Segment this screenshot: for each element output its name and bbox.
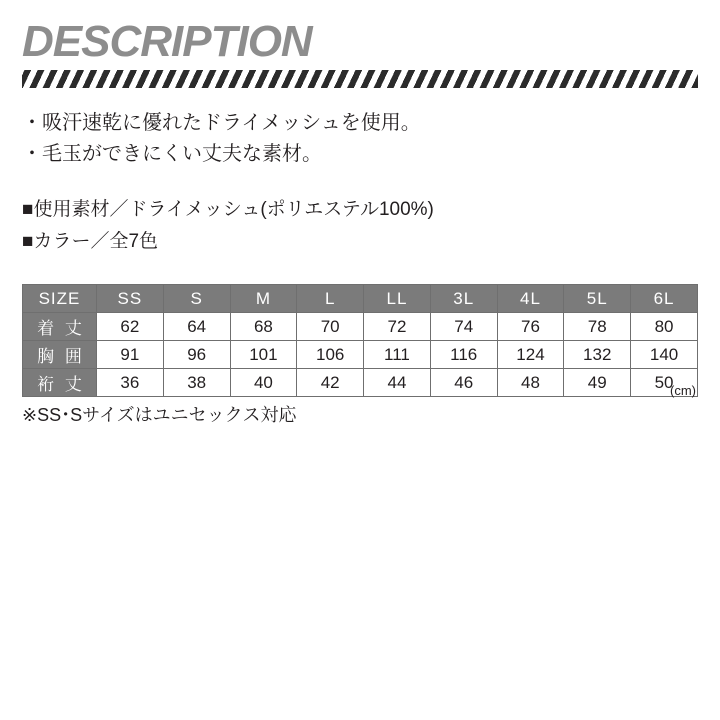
column-header: LL: [364, 285, 431, 313]
row-label: 着 丈: [23, 313, 97, 341]
table-cell: 116: [430, 341, 497, 369]
table-row: [23, 313, 698, 341]
row-label: 裄 丈: [23, 369, 97, 397]
column-header: S: [163, 285, 230, 313]
table-cell: 44: [364, 369, 431, 397]
table-cell: 106: [297, 341, 364, 369]
table-cell: 124: [497, 341, 564, 369]
table-cell: 70: [297, 313, 364, 341]
table-cell: 132: [564, 341, 631, 369]
table-cell: 68: [230, 313, 297, 341]
table-cell: 101: [230, 341, 297, 369]
table-cell: 111: [364, 341, 431, 369]
table-cell: 74: [430, 313, 497, 341]
column-header: L: [297, 285, 364, 313]
stripe-divider: [22, 70, 698, 88]
table-cell: 62: [97, 313, 164, 341]
description-bullet-list: [22, 108, 698, 170]
list-item: ・吸汗速乾に優れたドライメッシュを使用。: [22, 112, 421, 134]
column-header: 3L: [430, 285, 497, 313]
column-header: 6L: [631, 285, 698, 313]
table-row: [23, 341, 698, 369]
table-cell: 46: [430, 369, 497, 397]
table-cell: 36: [97, 369, 164, 397]
column-header: SS: [97, 285, 164, 313]
size-header-label: SIZE: [23, 285, 97, 313]
spec-list: [22, 194, 698, 258]
column-header: M: [230, 285, 297, 313]
table-cell: 42: [297, 369, 364, 397]
table-cell: 80: [631, 313, 698, 341]
table-row: [23, 285, 698, 313]
size-table-head: [23, 285, 698, 313]
table-row: [23, 369, 698, 397]
column-header: 5L: [564, 285, 631, 313]
table-cell: 38: [163, 369, 230, 397]
list-item: ・毛玉ができにくい丈夫な素材。: [22, 143, 322, 165]
list-item: ■使用素材／ドライメッシュ(ポリエステル100%): [22, 199, 434, 220]
page-title: DESCRIPTION: [22, 17, 312, 66]
table-cell: 40: [230, 369, 297, 397]
size-table: [22, 284, 698, 397]
table-cell: 76: [497, 313, 564, 341]
list-item: ■カラー／全7色: [22, 231, 159, 252]
table-cell: 140: [631, 341, 698, 369]
unit-label: (cm): [670, 383, 696, 398]
table-cell: 91: [97, 341, 164, 369]
table-cell: 72: [364, 313, 431, 341]
table-cell: 50: [631, 369, 698, 397]
table-cell: 78: [564, 313, 631, 341]
size-note: ※SS･Sサイズはユニセックス対応: [22, 405, 297, 425]
table-cell: 48: [497, 369, 564, 397]
table-cell: 49: [564, 369, 631, 397]
table-cell: 96: [163, 341, 230, 369]
row-label: 胸 囲: [23, 341, 97, 369]
size-table-body: [23, 313, 698, 397]
column-header: 4L: [497, 285, 564, 313]
table-cell: 64: [163, 313, 230, 341]
